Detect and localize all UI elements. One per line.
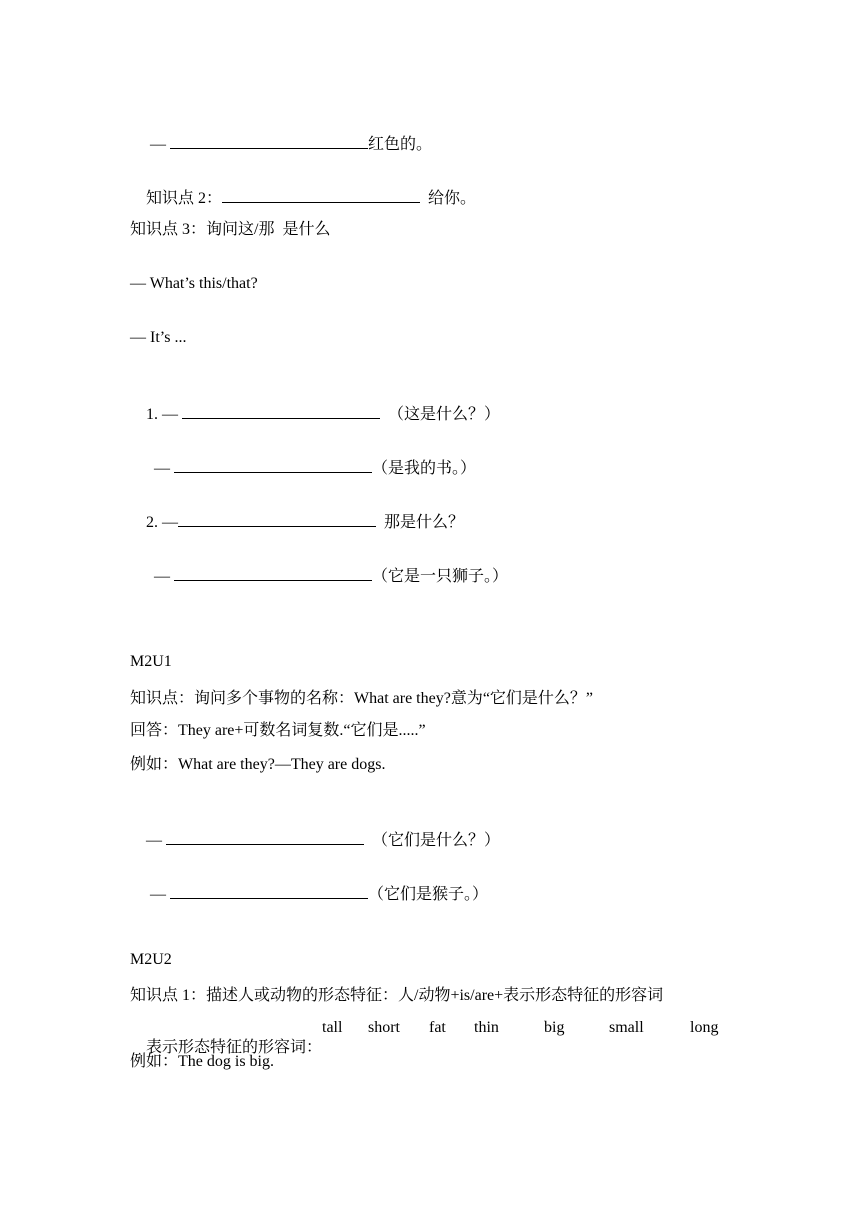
adjective-word: fat: [429, 1019, 446, 1036]
answer-blank[interactable]: [174, 564, 372, 581]
line-suffix: （它是一只狮子。）: [372, 568, 509, 585]
line-prefix: —: [146, 568, 174, 585]
answer-blank[interactable]: [174, 456, 372, 473]
section-heading-m2u1: M2U1: [130, 653, 172, 670]
line-prefix: —: [146, 886, 170, 903]
m2u1-answer-rule: 回答：They are+可数名词复数.“它们是.....”: [130, 722, 426, 739]
adjective-word: tall: [322, 1019, 343, 1036]
answer-example: — It’s ...: [130, 329, 187, 346]
m2u2-knowledge-point-1: 知识点 1：描述人或动物的形态特征：人/动物+is/are+表示形态特征的形容词: [130, 987, 664, 1004]
line-suffix: 红色的。: [368, 136, 433, 153]
line-suffix: 给你。: [420, 190, 477, 207]
m2u2-example: 例如：The dog is big.: [130, 1053, 274, 1070]
adjective-word: small: [609, 1019, 644, 1036]
answer-blank[interactable]: [166, 828, 364, 845]
exercise-2-answer: [130, 544, 508, 607]
adjective-word: big: [544, 1019, 565, 1036]
answer-blank[interactable]: [170, 882, 368, 899]
m2u1-example: 例如：What are they?—They are dogs.: [130, 756, 386, 773]
line-prefix: 1. —: [146, 406, 182, 423]
answer-blank[interactable]: [178, 510, 376, 527]
question-example: — What’s this/that?: [130, 275, 258, 292]
line-prefix: —: [146, 136, 170, 153]
line-suffix: （这是什么？）: [380, 406, 501, 423]
m2u1-knowledge-point: 知识点：询问多个事物的名称：What are they?意为“它们是什么？”: [130, 690, 594, 707]
adjective-word: long: [690, 1019, 719, 1036]
m2u1-exercise-answer: [130, 862, 488, 925]
line-prefix: —: [146, 460, 174, 477]
line-prefix: 2. —: [146, 514, 178, 531]
knowledge-point-3: 知识点 3：询问这/那 是什么: [130, 221, 331, 238]
line-suffix: （它们是猴子。）: [368, 886, 489, 903]
adjective-label: 表示形态特征的形容词：: [146, 1039, 323, 1056]
line-suffix: （它们是什么？）: [364, 832, 501, 849]
line-suffix: 那是什么？: [376, 514, 465, 531]
answer-blank[interactable]: [170, 132, 368, 149]
line-prefix: 知识点 2：: [146, 190, 223, 207]
adjective-list-line: [130, 1018, 730, 1218]
line-suffix: （是我的书。）: [372, 460, 477, 477]
adjective-word: short: [368, 1019, 400, 1036]
adjective-word: thin: [474, 1019, 499, 1036]
answer-blank[interactable]: [222, 186, 420, 203]
answer-blank[interactable]: [182, 402, 380, 419]
line-prefix: —: [146, 832, 166, 849]
section-heading-m2u2: M2U2: [130, 951, 172, 968]
